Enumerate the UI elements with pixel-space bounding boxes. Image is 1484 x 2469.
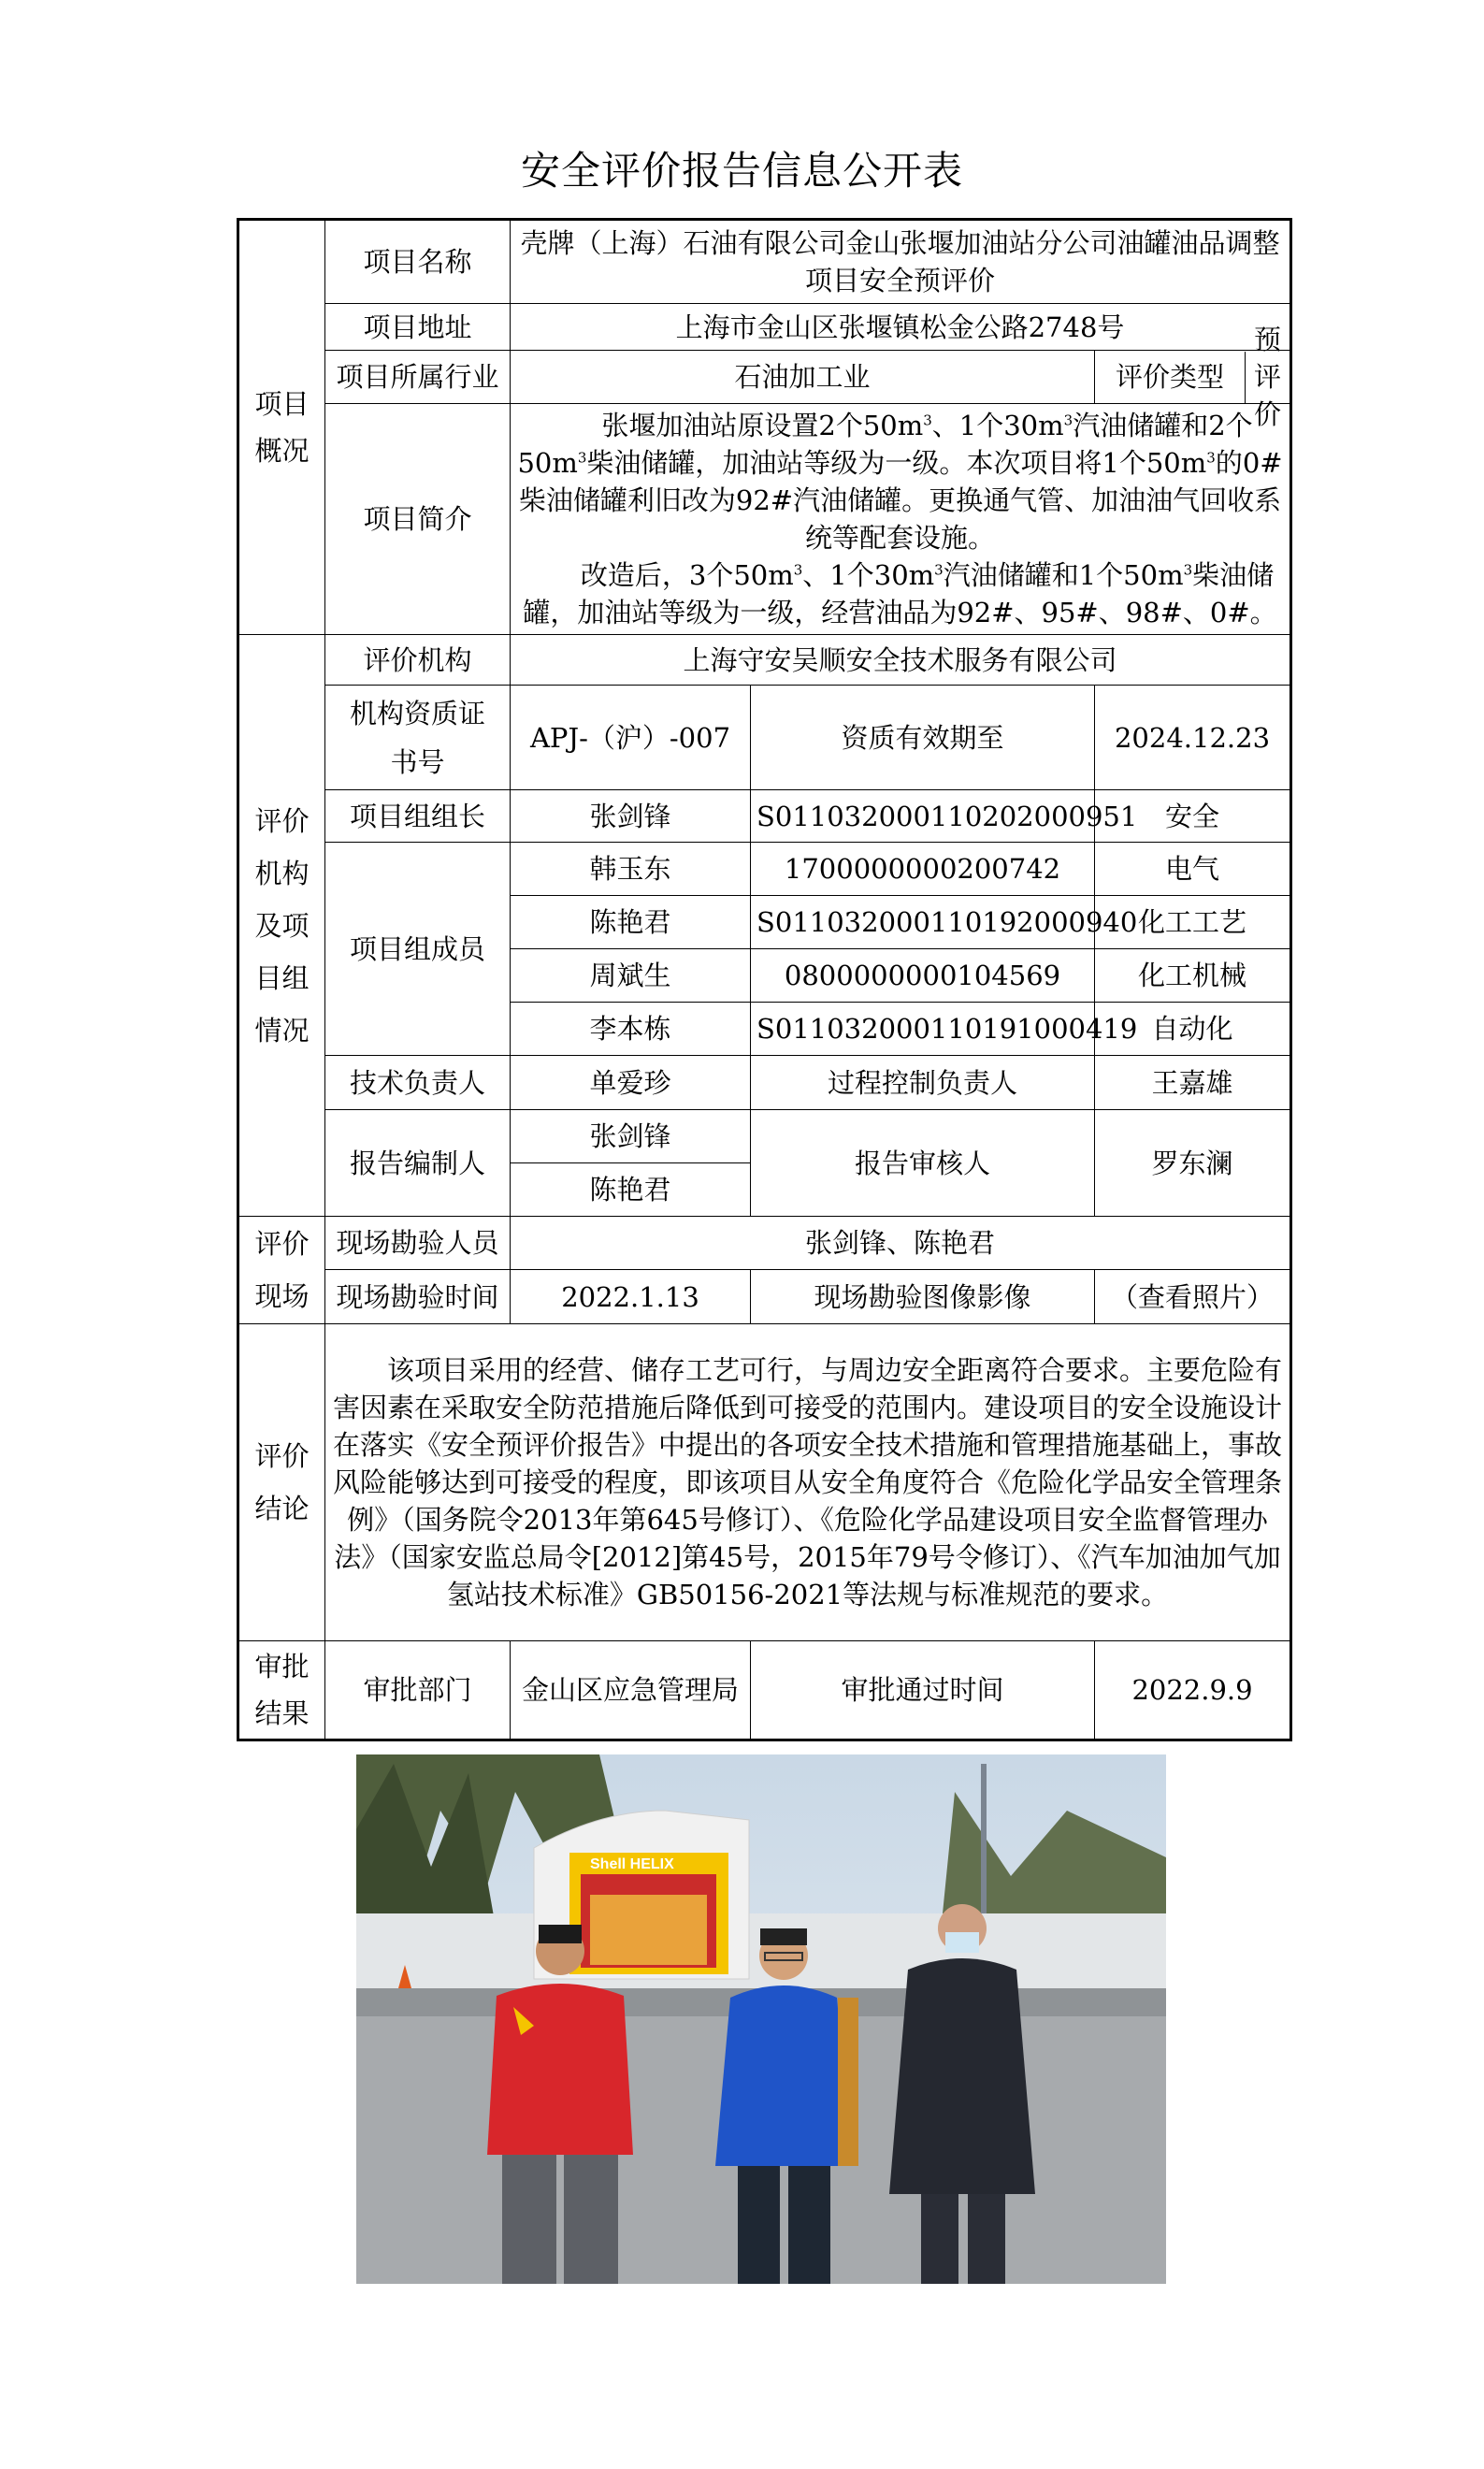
member-cert: S011032000110191000419 (751, 1003, 1095, 1056)
process-lead-label: 过程控制负责人 (751, 1056, 1095, 1110)
agency-org-label: 评价机构 (325, 635, 511, 686)
member-field: 电气 (1095, 843, 1291, 896)
eval-type-label: 评价类型 (1095, 352, 1246, 403)
leader-name: 张剑锋 (511, 790, 751, 843)
conclusion-text: 该项目采用的经营、储存工艺可行，与周边安全距离符合要求。主要危险有害因素在采取安全防范措施后降低到可接受的范围内。建设项目的安全设施设计在落实《安全预评价报告》中提出的各项安全技术措施和管理措施基础上，事故风险能够达到可接受的程度，即该项目从安全角度符合《危险化学品安全管理条例》（国务院令2013年第645号修订）、《危险化学品建设项目安全监督管理办法》（国家安监总局令[2012]第45号，2015年79号令修订）、《汽车加油加气加氢站技术标准》GB50156-2021等法规与标准规范的要求。 (325, 1324, 1291, 1641)
agency-org: 上海守安吴顺安全技术服务有限公司 (511, 635, 1291, 686)
section-project-overview: 项目概况 (238, 220, 325, 635)
industry-value: 石油加工业 (511, 351, 1095, 404)
member-name: 李本栋 (511, 1003, 751, 1056)
approval-dept: 金山区应急管理局 (511, 1641, 751, 1740)
section-agency: 评价机构及项目组情况 (238, 635, 325, 1217)
leader-field: 安全 (1095, 790, 1291, 843)
valid-date: 2024.12.23 (1095, 686, 1291, 790)
approval-dept-label: 审批部门 (325, 1641, 511, 1740)
project-name: 壳牌（上海）石油有限公司金山张堰加油站分公司油罐油品调整项目安全预评价 (511, 220, 1291, 304)
page-title: 安全评价报告信息公开表 (520, 148, 963, 194)
site-staff-label: 现场勘验人员 (325, 1217, 511, 1270)
member-name: 陈艳君 (511, 896, 751, 949)
intro-paragraph-1: 张堰加油站原设置2个$50m^3$、1个$30m^3$汽油储罐和2个$50m^3$柴油储罐，加油站等级为一级。本次项目将1个$50m^3$的0#柴油储罐利旧改为92#汽油储罐。更换通气管、加油油气回收系统等配套设施。 (517, 410, 1283, 554)
project-intro (511, 404, 1291, 635)
member-field: 化工工艺 (1095, 896, 1291, 949)
project-intro-label: 项目简介 (325, 404, 511, 635)
tech-lead-label: 技术负责人 (325, 1056, 511, 1110)
member-field: 自动化 (1095, 1003, 1291, 1056)
project-address: 上海市金山区张堰镇松金公路2748号 (511, 304, 1291, 351)
info-table (237, 218, 1292, 1741)
section-approval: 审批结果 (238, 1641, 325, 1740)
site-time: 2022.1.13 (511, 1270, 751, 1324)
member-cert: 0800000000104569 (751, 949, 1095, 1003)
member-field: 化工机械 (1095, 949, 1291, 1003)
project-name-label: 项目名称 (325, 220, 511, 304)
author-label: 报告编制人 (325, 1110, 511, 1217)
site-time-label: 现场勘验时间 (325, 1270, 511, 1324)
reviewer-label: 报告审核人 (751, 1110, 1095, 1217)
author-name: 陈艳君 (511, 1163, 751, 1217)
approval-time: 2022.9.9 (1095, 1641, 1291, 1740)
section-site: 评价现场 (238, 1217, 325, 1324)
project-address-label: 项目地址 (325, 304, 511, 351)
leader-cert: S011032000110202000951 (751, 790, 1095, 843)
member-name: 周斌生 (511, 949, 751, 1003)
view-photos-link[interactable]: （查看照片） (1095, 1270, 1291, 1324)
site-staff: 张剑锋、陈艳君 (511, 1217, 1291, 1270)
intro-paragraph-2: 改造后，3个$50m^3$、1个$30m^3$汽油储罐和1个$50m^3$柴油储罐，加油站等级为一级，经营油品为92#、95#、98#、0#。 (523, 559, 1277, 628)
section-conclusion: 评价结论 (238, 1324, 325, 1641)
site-image-label: 现场勘验图像影像 (751, 1270, 1095, 1324)
cert-label: 机构资质证书号 (325, 686, 511, 790)
valid-label: 资质有效期至 (751, 686, 1095, 790)
author-name: 张剑锋 (511, 1110, 751, 1163)
member-cert: S011032000110192000940 (751, 896, 1095, 949)
process-lead: 王嘉雄 (1095, 1056, 1291, 1110)
members-label: 项目组成员 (325, 843, 511, 1056)
eval-type-value: 预评价 (1254, 324, 1282, 430)
cert-number: APJ-（沪）-007 (511, 686, 751, 790)
eval-type-group (1095, 324, 1291, 430)
leader-label: 项目组组长 (325, 790, 511, 843)
member-name: 韩玉东 (511, 843, 751, 896)
member-cert: 1700000000200742 (751, 843, 1095, 896)
approval-time-label: 审批通过时间 (751, 1641, 1095, 1740)
tech-lead: 单爱珍 (511, 1056, 751, 1110)
canopy-brand: Shell HELIX (590, 1856, 674, 1872)
site-photo[interactable] (356, 1754, 1166, 2284)
industry-label: 项目所属行业 (325, 351, 511, 404)
reviewer-name: 罗东澜 (1095, 1110, 1291, 1217)
site-photo-illustration (356, 1754, 1166, 2284)
